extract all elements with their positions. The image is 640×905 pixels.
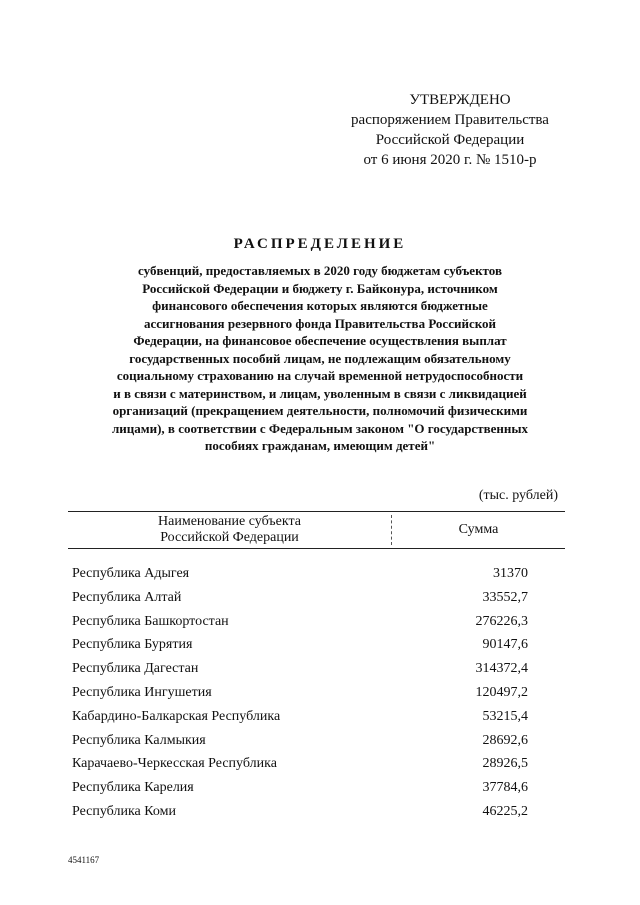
table-row [72, 779, 572, 803]
region-name: Республика Калмыкия [72, 732, 206, 748]
subtitle-line: государственных пособий лицам, не подлежащим обязательному [129, 350, 511, 366]
table-header [68, 511, 565, 549]
table-row [72, 708, 572, 732]
table-row [72, 565, 572, 589]
subtitle-line: финансового обеспечения которых являются бюджетные [152, 298, 488, 313]
column-header-name-line-2: Российской Федерации [160, 530, 299, 545]
table-row [72, 636, 572, 660]
column-header-name-line-1: Наименование субъекта [158, 514, 301, 529]
subtitle-line: Федерации, на финансовое обеспечение осуществления выплат [133, 333, 507, 348]
table-row [72, 732, 572, 756]
table-row [72, 755, 572, 779]
region-name: Республика Коми [72, 803, 176, 819]
document-title: РАСПРЕДЕЛЕНИЕ [233, 236, 407, 252]
table-row [72, 660, 572, 684]
region-amount: 90147,6 [482, 637, 528, 653]
region-amount: 33552,7 [482, 589, 528, 605]
region-name: Кабардино-Балкарская Республика [72, 708, 281, 724]
region-name: Республика Ингушетия [72, 684, 212, 700]
region-name: Республика Бурятия [72, 637, 193, 653]
region-name: Республика Алтай [72, 589, 182, 605]
subtitle-line: социальному страхованию на случай временной нетрудоспособности [116, 368, 524, 383]
subtitle-line: пособиях гражданам, имеющим детей" [204, 438, 436, 453]
region-name: Республика Адыгея [72, 566, 190, 581]
approved-label: УТВЕРЖДЕНО [409, 92, 511, 108]
subtitle-line: Российской Федерации и бюджету г. Байконура, источником [142, 280, 498, 296]
table-row [72, 803, 572, 827]
region-amount: 46225,2 [482, 803, 528, 819]
unit-label: (тыс. рублей) [478, 488, 558, 503]
subtitle-line: и в связи с материнством, и лицам, уволенным в связи с ликвидацией [113, 385, 527, 401]
approval-line-1: распоряжением Правительства [351, 112, 549, 128]
region-name: Республика Башкортостан [72, 613, 229, 629]
region-amount: 31370 [493, 566, 528, 581]
region-amount: 37784,6 [482, 780, 528, 796]
table-row [72, 613, 572, 637]
table-body [72, 565, 572, 827]
region-name: Карачаево-Черкесская Республика [72, 756, 277, 772]
region-amount: 120497,2 [475, 684, 528, 700]
subtitle-line: организаций (прекращением деятельности, полномочий физическими [112, 403, 528, 418]
document-subtitle [70, 262, 570, 455]
approval-line-2: Российской Федерации [375, 132, 525, 148]
column-header-sum: Сумма [458, 522, 499, 537]
table-row [72, 589, 572, 613]
document-code: 4541167 [68, 855, 100, 865]
approval-line-3: от 6 июня 2020 г. № 1510-р [363, 152, 537, 168]
subtitle-line: ассигнования резервного фонда Правительства Российской [143, 315, 497, 331]
column-header-name [68, 514, 391, 546]
region-amount: 28926,5 [482, 756, 528, 772]
subtitle-line: субвенций, предоставляемых в 2020 году бюджетам субъектов [138, 263, 502, 278]
region-amount: 53215,4 [482, 708, 528, 724]
subtitle-line: лицами), в соответствии с Федеральным законом "О государственных [111, 420, 529, 436]
approval-block [330, 90, 570, 170]
region-amount: 28692,6 [482, 732, 528, 748]
region-amount: 314372,4 [475, 661, 528, 677]
region-name: Республика Дагестан [72, 661, 199, 677]
region-amount: 276226,3 [475, 613, 528, 629]
table-row [72, 684, 572, 708]
region-name: Республика Карелия [72, 780, 194, 796]
